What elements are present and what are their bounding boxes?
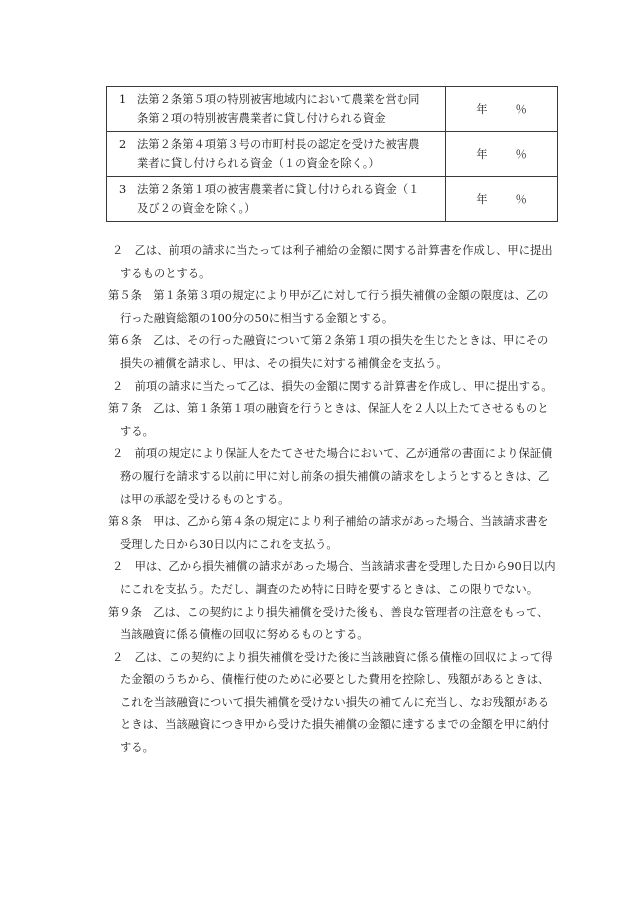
clause-line: する。 (120, 741, 154, 755)
clause-line: ときは、当該融資につき甲から受けた損失補償の金額に達するまでの金額を甲に納付 (120, 718, 550, 732)
clause-line: 務の履行を請求する以前に甲に対し前条の損失補償の請求をしようとするときは、乙 (120, 469, 550, 483)
table-cell-fund-description (107, 132, 446, 177)
clause-paragraph (108, 647, 572, 760)
table-cell-fund-description (107, 177, 446, 222)
interest-rate-table (106, 86, 558, 222)
rate-unit-percent: ％ (515, 147, 527, 161)
clause-line: ２ 前項の規定により保証人をたてさせた場合において、乙が通常の書面により保証債 (112, 447, 553, 461)
clause-line: ２ 乙は、前項の請求に当たっては利子補給の金額に関する計算書を作成し、甲に提出 (112, 244, 553, 257)
rate-unit-year: 年 (476, 192, 488, 206)
fund-description-line: 法第２条第４項第３号の市町村長の認定を受けた被害農 (137, 138, 420, 151)
table-row (107, 132, 558, 177)
row-number: 1 (119, 93, 127, 106)
clause-line: する。 (120, 424, 154, 438)
table-row (107, 87, 558, 132)
rate-unit-year: 年 (476, 102, 488, 116)
clause-line: ２ 前項の請求に当たって乙は、損失の金額に関する計算書を作成し、甲に提出する。 (112, 379, 553, 393)
clause-line: 第６条 乙は、その行った融資について第２条第１項の損失を生じたときは、甲にその (108, 334, 549, 348)
clause-line: ２ 甲は、乙から損失補償の請求があった場合、当該請求書を受理した日から90日以内 (112, 560, 556, 574)
clause-line: は甲の承認を受けるものとする。 (120, 492, 290, 506)
fund-description-line: 及び２の資金を除く。） (137, 202, 256, 215)
table-cell-rate (446, 132, 558, 177)
fund-description-line: 法第２条第１項の被害農業者に貸し付けられる資金（１ (137, 183, 420, 196)
clause-line: 行った融資総額の100分の50に相当する金額とする。 (120, 311, 394, 325)
clause-paragraph (108, 376, 572, 399)
clause-paragraph (108, 240, 572, 285)
fund-description-line: 条第２項の特別被害農業者に貸し付けられる資金 (137, 112, 386, 125)
clause-line: 損失の補償を請求し、甲は、その損失に対する補償金を支払う。 (120, 356, 448, 370)
rate-unit-percent: ％ (515, 102, 527, 116)
clause-line: にこれを支払う。ただし、調査のため特に日時を要するときは、この限りでない。 (120, 582, 538, 596)
table-cell-rate (446, 87, 558, 132)
clause-paragraph (108, 602, 572, 647)
clause-paragraph (108, 511, 572, 556)
clause-paragraph (108, 556, 572, 601)
clause-paragraph (108, 443, 572, 511)
clause-line: ２ 乙は、この契約により損失補償を受けた後に当該融資に係る債権の回収によって得 (112, 650, 553, 664)
clause-line: 受理した日から30日以内にこれを支払う。 (120, 537, 338, 551)
clause-line: 第８条 甲は、乙から第４条の規定により利子補給の請求があった場合、当該請求書を (108, 515, 549, 529)
table-cell-fund-description (107, 87, 446, 132)
fund-description-line: 業者に貸し付けられる資金（１の資金を除く。） (137, 157, 380, 170)
row-number: 3 (119, 183, 127, 196)
clause-paragraph (108, 285, 572, 330)
clause-line: するものとする。 (120, 266, 211, 280)
rate-unit-year: 年 (476, 147, 488, 161)
clause-line: 第９条 乙は、この契約により損失補償を受けた後も、善良な管理者の注意をもって、 (108, 605, 549, 619)
clause-line: 当該融資に係る債権の回収に努めるものとする。 (120, 628, 369, 642)
clause-paragraph (108, 398, 572, 443)
row-number: 2 (119, 138, 127, 151)
rate-unit-percent: ％ (515, 192, 527, 206)
table-cell-rate (446, 177, 558, 222)
fund-description-line: 法第２条第５項の特別被害地域内において農業を営む同 (137, 93, 420, 106)
clause-line: これを当該融資について損失補償を受けない損失の補てんに充当し、なお残額がある (120, 695, 550, 709)
clause-line: 第７条 乙は、第１条第１項の融資を行うときは、保証人を２人以上たてさせるものと (108, 402, 549, 416)
clause-line: た金額のうちから、債権行使のために必要とした費用を控除し、残額があるときは、 (120, 673, 550, 687)
clause-paragraph (108, 330, 572, 375)
clause-line: 第５条 第１条第３項の規定により甲が乙に対して行う損失補償の金額の限度は、乙の (108, 289, 549, 303)
contract-body-text (108, 240, 572, 760)
table-row (107, 177, 558, 222)
